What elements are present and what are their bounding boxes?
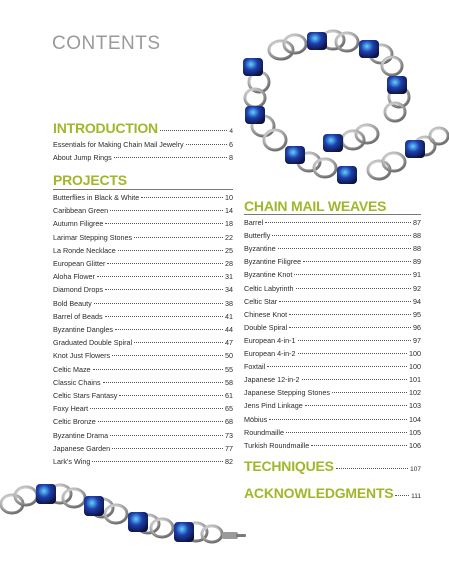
leader-dots xyxy=(267,366,407,367)
toc-item-label: Chinese Knot xyxy=(244,309,288,319)
leader-dots xyxy=(286,432,407,433)
toc-item-label: Japanese 12-in-2 xyxy=(244,375,300,385)
leader-dots xyxy=(105,289,223,290)
toc-item-label: European 4-in-1 xyxy=(244,335,296,345)
leader-dots xyxy=(303,261,411,262)
leader-dots xyxy=(119,395,223,396)
leader-dots xyxy=(296,288,411,289)
toc-item[interactable] xyxy=(244,441,421,451)
leader-dots xyxy=(289,314,411,315)
toc-item-page: 61 xyxy=(225,391,233,400)
leader-dots xyxy=(141,197,223,198)
toc-item-page: 94 xyxy=(413,296,421,306)
toc-item[interactable] xyxy=(244,310,421,320)
toc-item-page: 103 xyxy=(409,401,421,411)
toc-item-label: Double Spiral xyxy=(244,322,288,332)
toc-item[interactable] xyxy=(53,233,233,243)
toc-item[interactable] xyxy=(53,206,233,216)
weaves-rule xyxy=(244,214,421,215)
necklace-photo xyxy=(229,22,449,212)
toc-item-page: 58 xyxy=(225,377,233,387)
toc-item-label: Möbius xyxy=(244,414,268,424)
leader-dots xyxy=(186,144,227,145)
toc-item-page: 28 xyxy=(225,259,233,268)
toc-item-label: Caribbean Green xyxy=(53,206,109,216)
leader-dots xyxy=(92,461,223,462)
toc-item-page: 92 xyxy=(413,283,421,293)
toc-item-page: 100 xyxy=(409,349,421,358)
leader-dots xyxy=(103,382,223,383)
toc-item-page: 95 xyxy=(413,309,421,319)
toc-item-page: 89 xyxy=(413,257,421,267)
toc-item[interactable] xyxy=(244,428,421,438)
toc-item-page: 97 xyxy=(413,335,421,345)
toc-item-page: 104 xyxy=(409,414,421,424)
leader-dots xyxy=(112,448,223,449)
toc-item-page: 31 xyxy=(225,272,233,282)
toc-item-jump-rings[interactable] xyxy=(53,153,233,163)
toc-item[interactable] xyxy=(244,401,421,411)
toc-item[interactable] xyxy=(53,259,233,269)
toc-item-page: 25 xyxy=(225,245,233,255)
toc-item[interactable] xyxy=(244,270,421,280)
toc-item[interactable] xyxy=(53,404,233,414)
toc-item-label: Aloha Flower xyxy=(53,272,95,282)
leader-dots xyxy=(294,274,411,275)
leader-dots xyxy=(112,355,223,356)
toc-item-label: Lark's Wing xyxy=(53,457,91,466)
toc-item-page: 50 xyxy=(225,351,233,361)
toc-item[interactable] xyxy=(53,378,233,388)
toc-item-page: 34 xyxy=(225,285,233,295)
toc-item-page: 87 xyxy=(413,218,421,227)
toc-item-page: 10 xyxy=(225,193,233,202)
toc-item-label: Foxtail xyxy=(244,362,266,372)
toc-item-page: 14 xyxy=(225,206,233,216)
toc-item-label: Barrel of Beads xyxy=(53,311,103,321)
toc-item-label: Graduated Double Spiral xyxy=(53,338,133,348)
intro-heading-row[interactable] xyxy=(53,120,233,136)
toc-item[interactable] xyxy=(244,388,421,398)
toc-item-label: Celtic Stars Fantasy xyxy=(53,391,118,400)
leader-dots xyxy=(298,353,407,354)
toc-item-label: Barrel xyxy=(244,218,264,227)
toc-item[interactable] xyxy=(53,325,233,335)
toc-item-label: Diamond Drops xyxy=(53,285,103,295)
leader-dots xyxy=(97,276,223,277)
toc-item[interactable] xyxy=(244,336,421,346)
toc-item-label: Foxy Heart xyxy=(53,404,89,414)
toc-item-page: 105 xyxy=(409,427,421,437)
leader-dots xyxy=(118,250,223,251)
toc-item[interactable] xyxy=(53,444,233,454)
leader-dots xyxy=(105,316,223,317)
toc-item[interactable] xyxy=(53,391,233,401)
leader-dots xyxy=(115,329,223,330)
toc-item-page: 88 xyxy=(413,231,421,241)
leader-dots xyxy=(265,222,411,223)
toc-item-page: 100 xyxy=(409,362,421,372)
toc-item-label: Celtic Labyrinth xyxy=(244,283,294,293)
toc-item-page: 102 xyxy=(409,388,421,398)
techniques-page: 107 xyxy=(410,466,421,473)
toc-item-label: Japanese Stepping Stones xyxy=(244,388,330,398)
toc-item[interactable] xyxy=(53,351,233,361)
page-title: CONTENTS xyxy=(52,33,161,54)
toc-item[interactable] xyxy=(244,323,421,333)
leader-dots xyxy=(114,157,227,158)
toc-item[interactable] xyxy=(53,338,233,348)
toc-item-page: 73 xyxy=(225,430,233,440)
toc-item-page: 6 xyxy=(229,140,233,149)
toc-item[interactable] xyxy=(244,297,421,307)
toc-item-label: Autumn Filigree xyxy=(53,219,104,229)
leader-dots xyxy=(278,248,411,249)
toc-item-label: Knot Just Flowers xyxy=(53,351,111,361)
leader-dots xyxy=(90,408,223,409)
leader-dots xyxy=(93,369,223,370)
toc-item-page: 88 xyxy=(413,244,421,254)
leader-dots xyxy=(105,223,223,224)
toc-item-label: Butterfly xyxy=(244,231,271,241)
leader-dots xyxy=(298,340,411,341)
toc-item-label: Bold Beauty xyxy=(53,298,92,308)
toc-item-label: Larimar Stepping Stones xyxy=(53,232,133,242)
toc-item-label: European Glitter xyxy=(53,259,106,268)
toc-item-page: 77 xyxy=(225,443,233,453)
toc-item-label: Essentials for Making Chain Mail Jewelry xyxy=(53,140,184,149)
toc-item-page: 55 xyxy=(225,364,233,374)
toc-item-label: Japanese Garden xyxy=(53,443,111,453)
toc-item[interactable] xyxy=(53,246,233,256)
leader-dots xyxy=(279,301,411,302)
toc-item[interactable] xyxy=(244,218,421,228)
toc-item[interactable] xyxy=(53,299,233,309)
leader-dots xyxy=(289,327,411,328)
leader-dots xyxy=(134,237,223,238)
bracelet-photo xyxy=(0,474,250,569)
toc-item-page: 106 xyxy=(409,440,421,450)
leader-dots xyxy=(336,468,408,469)
toc-item-label: European 4-in-2 xyxy=(244,349,296,358)
toc-item[interactable] xyxy=(53,193,233,203)
toc-item-page: 91 xyxy=(413,270,421,280)
toc-item-page: 22 xyxy=(225,232,233,242)
toc-item-label: La Ronde Necklace xyxy=(53,245,116,255)
techniques-heading: TECHNIQUES xyxy=(244,458,334,474)
toc-item-page: 41 xyxy=(225,311,233,321)
toc-item[interactable] xyxy=(244,284,421,294)
toc-item[interactable] xyxy=(244,231,421,241)
toc-item-label: About Jump Rings xyxy=(53,153,112,162)
toc-item-page: 38 xyxy=(225,298,233,308)
projects-heading: PROJECTS xyxy=(53,172,127,188)
intro-heading: INTRODUCTION xyxy=(53,120,158,136)
acknowledgments-row[interactable] xyxy=(244,485,421,501)
toc-item-page: 44 xyxy=(225,325,233,334)
leader-dots xyxy=(302,379,407,380)
toc-item-label: Byzantine Knot xyxy=(244,270,293,280)
toc-item-label: Celtic Bronze xyxy=(53,417,96,427)
toc-item-page: 82 xyxy=(225,457,233,466)
toc-item-page: 47 xyxy=(225,338,233,348)
toc-item[interactable] xyxy=(244,375,421,385)
leader-dots xyxy=(269,419,407,420)
toc-item[interactable] xyxy=(53,272,233,282)
leader-dots xyxy=(134,342,223,343)
leader-dots xyxy=(395,495,409,496)
leader-dots xyxy=(160,130,227,131)
leader-dots xyxy=(272,235,411,236)
toc-item-label: Byzantine xyxy=(244,244,276,254)
toc-item[interactable] xyxy=(53,457,233,467)
toc-item-label: Jens Pind Linkage xyxy=(244,401,303,411)
acknowledgments-heading: ACKNOWLEDGMENTS xyxy=(244,485,394,501)
acknowledgments-page: 111 xyxy=(411,493,421,500)
leader-dots xyxy=(332,392,407,393)
toc-item[interactable] xyxy=(53,417,233,427)
toc-item[interactable] xyxy=(244,257,421,267)
toc-item[interactable] xyxy=(244,362,421,372)
toc-item-label: Butterflies in Black & White xyxy=(53,193,140,202)
toc-item-essentials[interactable] xyxy=(53,140,233,150)
toc-item-label: Byzantine Drama xyxy=(53,430,109,440)
toc-item-label: Celtic Maze xyxy=(53,364,91,374)
toc-item[interactable] xyxy=(244,415,421,425)
toc-item-label: Celtic Star xyxy=(244,296,278,306)
leader-dots xyxy=(98,421,223,422)
toc-item-page: 18 xyxy=(225,219,233,229)
toc-item[interactable] xyxy=(53,312,233,322)
leader-dots xyxy=(94,303,223,304)
toc-item[interactable] xyxy=(53,219,233,229)
toc-item-page: 101 xyxy=(409,375,421,385)
intro-page: 4 xyxy=(229,128,233,135)
toc-item-page: 96 xyxy=(413,322,421,332)
techniques-row[interactable] xyxy=(244,458,421,474)
toc-item[interactable] xyxy=(53,285,233,295)
leader-dots xyxy=(107,263,223,264)
leader-dots xyxy=(311,445,407,446)
toc-item-page: 65 xyxy=(225,404,233,414)
toc-item[interactable] xyxy=(53,365,233,375)
projects-rule xyxy=(53,189,233,190)
toc-item-page: 68 xyxy=(225,417,233,427)
leader-dots xyxy=(110,210,223,211)
toc-item-label: Byzantine Filigree xyxy=(244,257,302,267)
toc-item-label: Roundmaille xyxy=(244,427,284,437)
toc-item-label: Byzantine Dangles xyxy=(53,325,113,334)
toc-item[interactable] xyxy=(244,349,421,359)
toc-item-page: 8 xyxy=(229,153,233,162)
leader-dots xyxy=(305,405,407,406)
toc-item[interactable] xyxy=(244,244,421,254)
toc-item-label: Turkish Roundmaille xyxy=(244,440,310,450)
toc-item-label: Classic Chains xyxy=(53,377,101,387)
weaves-heading: CHAIN MAIL WEAVES xyxy=(244,198,387,214)
leader-dots xyxy=(110,435,223,436)
toc-item[interactable] xyxy=(53,431,233,441)
